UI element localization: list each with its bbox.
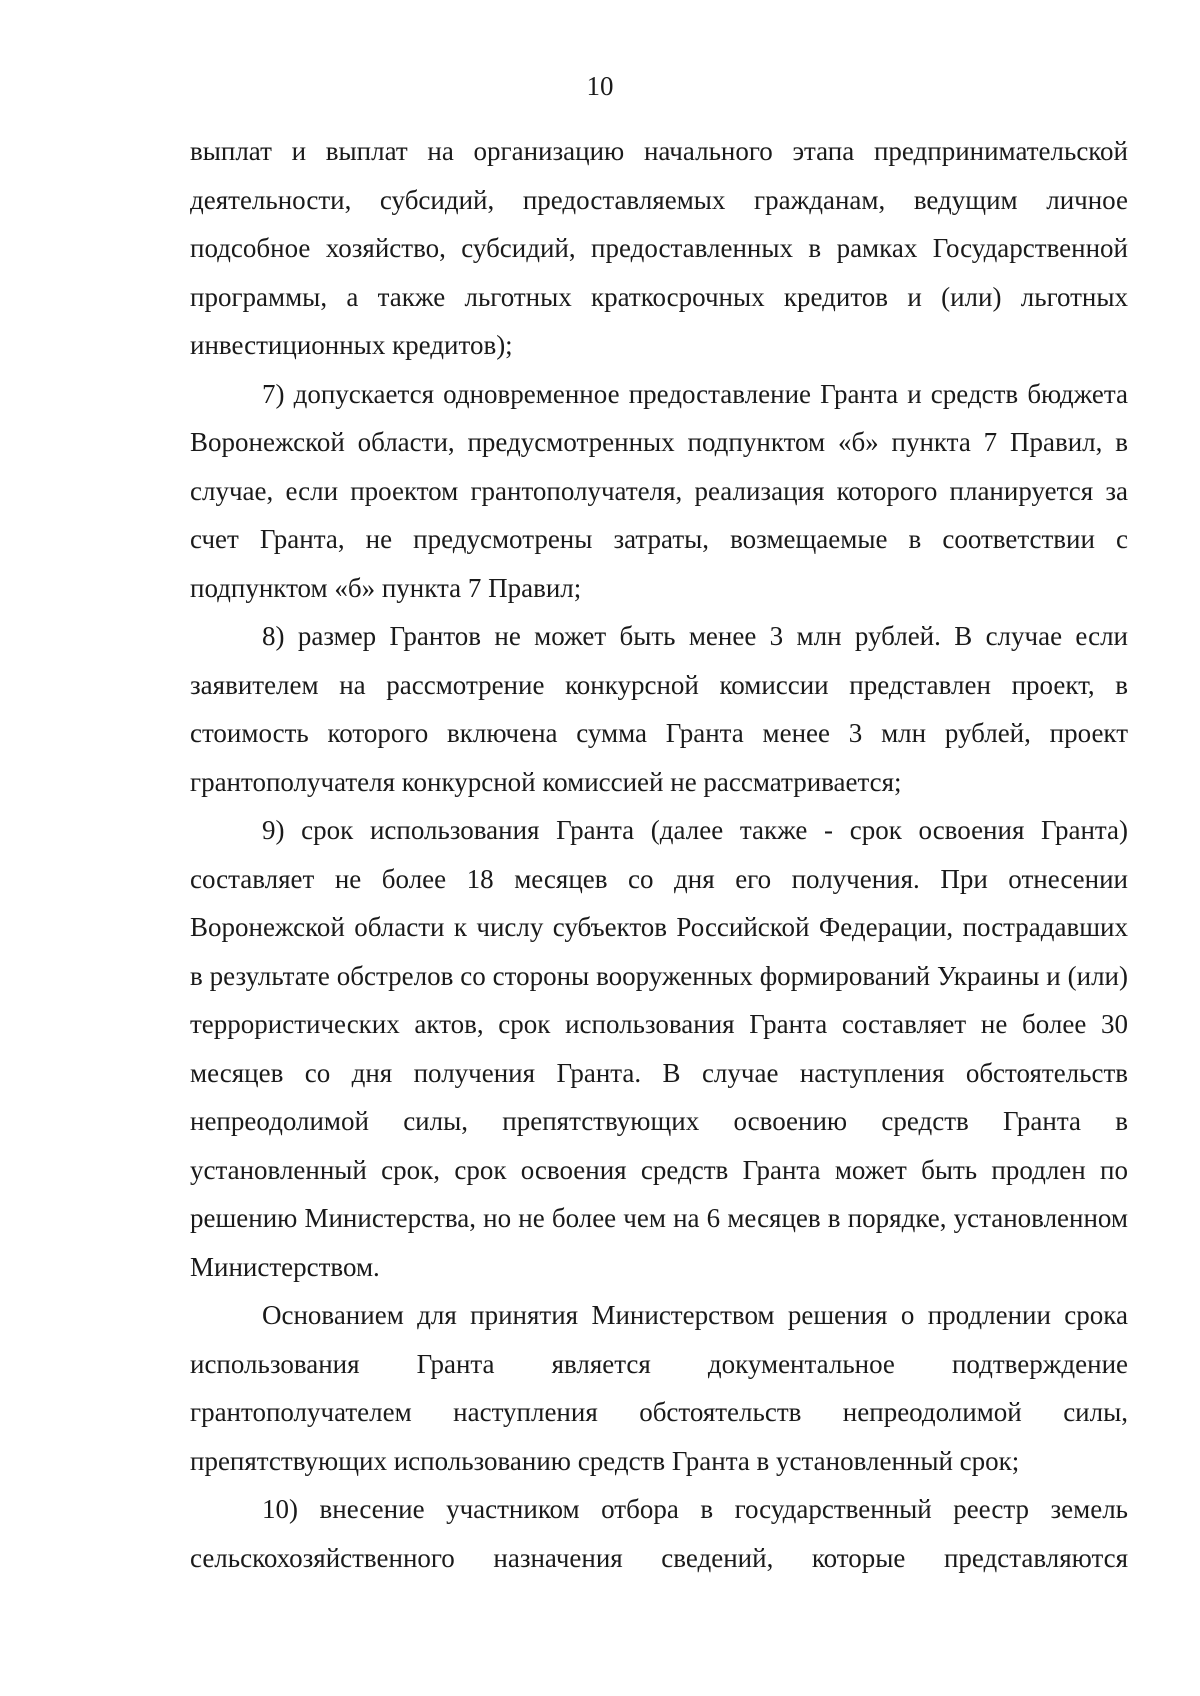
paragraph-continuation: выплат и выплат на организацию начального этапа предпринимательской деятельности, субсидий, предоставляемых гражданам, ведущим личное подсобное хозяйство, субсидий, предоставленных в рамках Государственной программы, а также льготных краткосрочных кредитов и (или) льготных инвестиционных кредитов); — [190, 136, 1128, 360]
paragraph-item-9: 9) срок использования Гранта (далее также - срок освоения Гранта) составляет не более 18 месяцев со дня его получения. При отнесении Воронежской области к числу субъектов Российской Федерации, пострадавших в результате обстрелов со стороны вооруженных формирований Украины и (или) террористических актов, срок использования Гранта составляет не более 30 месяцев со дня получения Гранта. В случае наступления обстоятельств непреодолимой силы, препятствующих освоению средств Гранта в установленный срок, срок освоения средств Гранта может быть продлен по решению Министерства, но не более чем на 6 месяцев в порядке, установленном Министерством. — [190, 815, 1128, 1282]
paragraph-item-7: 7) допускается одновременное предоставление Гранта и средств бюджета Воронежской области, предусмотренных подпунктом «б» пункта 7 Правил, в случае, если проектом грантополучателя, реализация которого планируется за счет Гранта, не предусмотрены затраты, возмещаемые в соответствии с подпунктом «б» пункта 7 Правил; — [190, 378, 1128, 603]
page-number: 10 — [586, 71, 614, 101]
document-body — [190, 127, 1128, 1582]
paragraph-item-10: 10) внесение участником отбора в государственный реестр земель сельскохозяйственного назначения сведений, которые представляются — [190, 1494, 1128, 1573]
paragraph-item-8: 8) размер Грантов не может быть менее 3 млн рублей. В случае если заявителем на рассмотрение конкурсной комиссии представлен проект, в стоимость которого включена сумма Гранта менее 3 млн рублей, проект грантополучателя конкурсной комиссией не рассматривается; — [190, 621, 1128, 797]
paragraph-extension-basis: Основанием для принятия Министерством решения о продлении срока использования Гранта является документальное подтверждение грантополучателем наступления обстоятельств непреодолимой силы, препятствующих использованию средств Гранта в установленный срок; — [190, 1300, 1128, 1476]
